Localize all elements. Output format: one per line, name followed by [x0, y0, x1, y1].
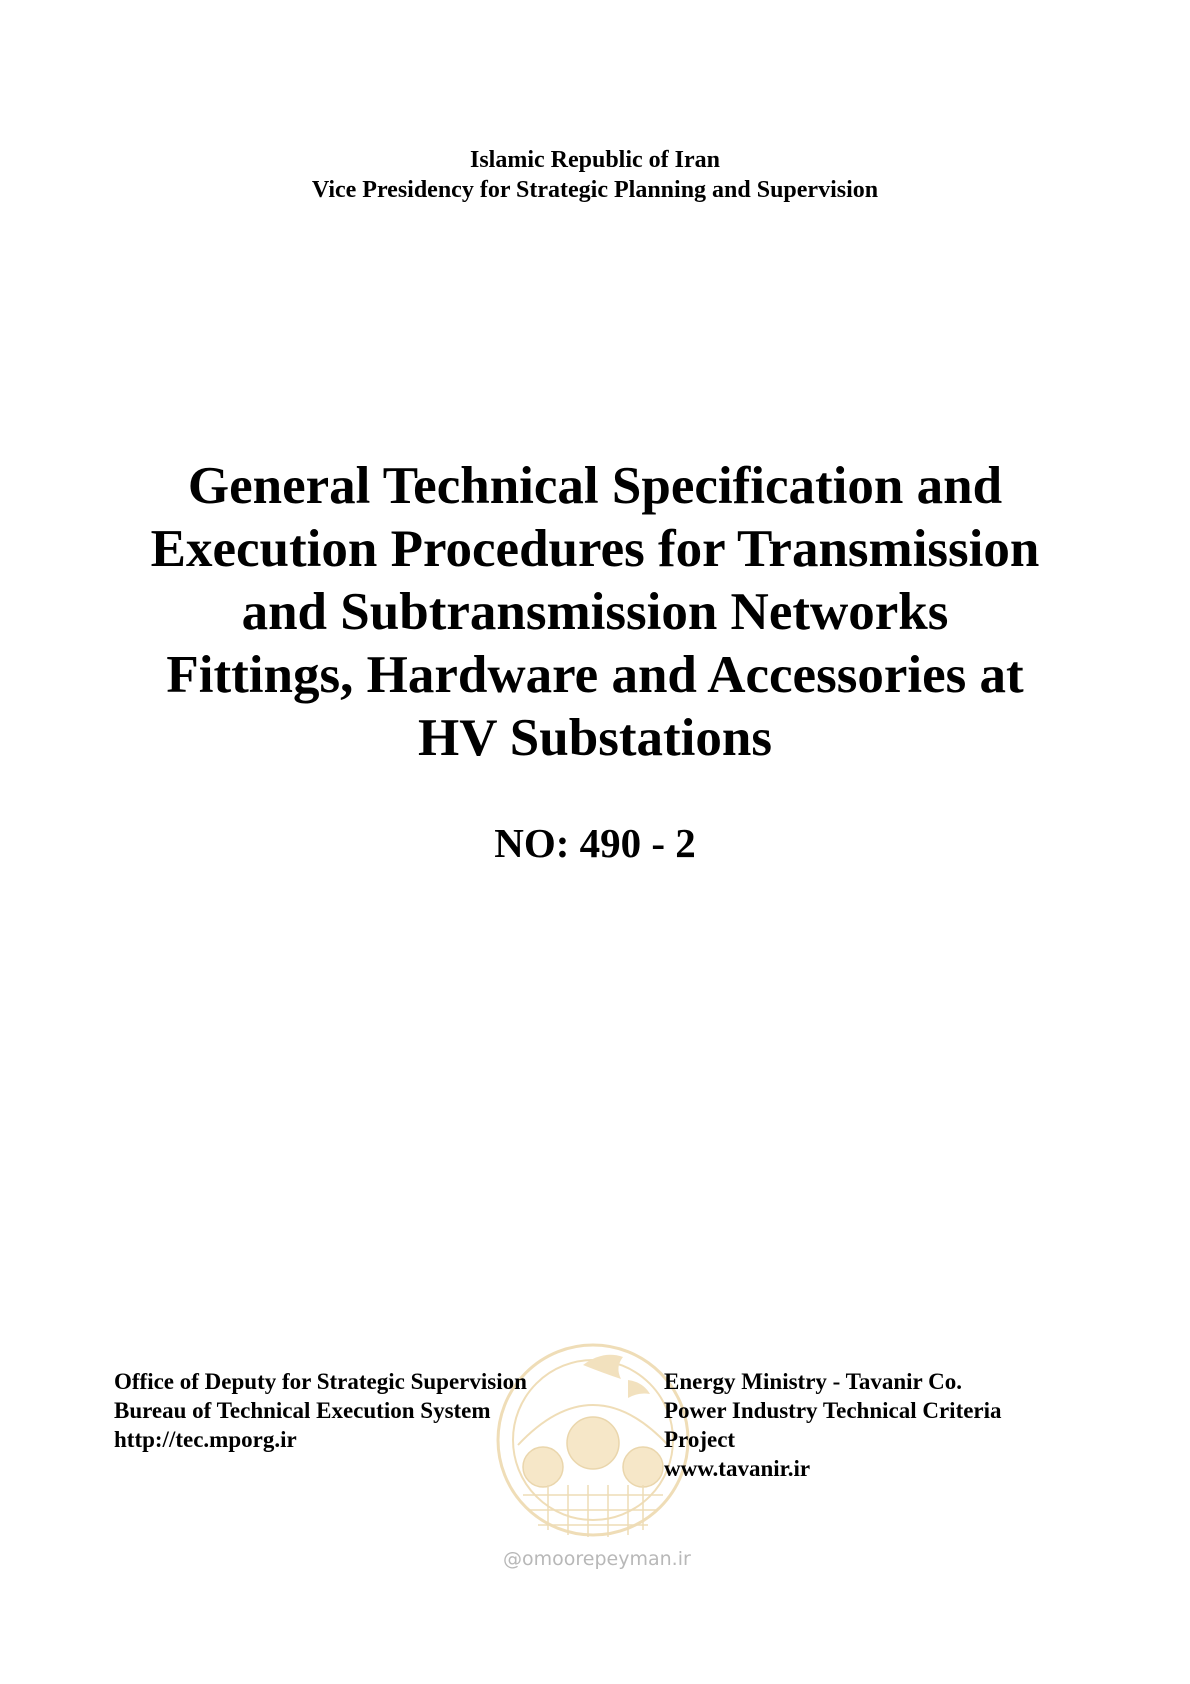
footer-left-url[interactable]: http://tec.mporg.ir — [114, 1427, 297, 1452]
title-line-2: Execution Procedures for Transmission — [150, 520, 1040, 578]
footer-right-block — [664, 1367, 1124, 1483]
at-sign-icon: @ — [503, 1548, 522, 1570]
footer-left-block — [114, 1367, 674, 1454]
title-line-4: Fittings, Hardware and Accessories at — [166, 646, 1024, 704]
watermark-text: @omoorepeyman.ir — [503, 1548, 691, 1570]
footer-office: Office of Deputy for Strategic Supervision — [114, 1369, 527, 1394]
title-line-1: General Technical Specification and — [187, 457, 1003, 515]
title-line-3: and Subtransmission Networks — [241, 583, 949, 641]
footer-bureau: Bureau of Technical Execution System — [114, 1398, 491, 1423]
document-title — [100, 455, 1090, 770]
document-header — [0, 145, 1190, 205]
footer-ministry: Energy Ministry - Tavanir Co. — [664, 1369, 962, 1394]
footer-right-url[interactable]: www.tavanir.ir — [664, 1456, 811, 1481]
header-organization: Vice Presidency for Strategic Planning and Supervision — [311, 177, 879, 203]
title-line-5: HV Substations — [418, 709, 772, 767]
document-number: NO: 490 - 2 — [494, 820, 696, 866]
footer-project: Project — [664, 1427, 736, 1452]
header-country: Islamic Republic of Iran — [469, 147, 720, 173]
footer-criteria: Power Industry Technical Criteria — [664, 1398, 1002, 1423]
